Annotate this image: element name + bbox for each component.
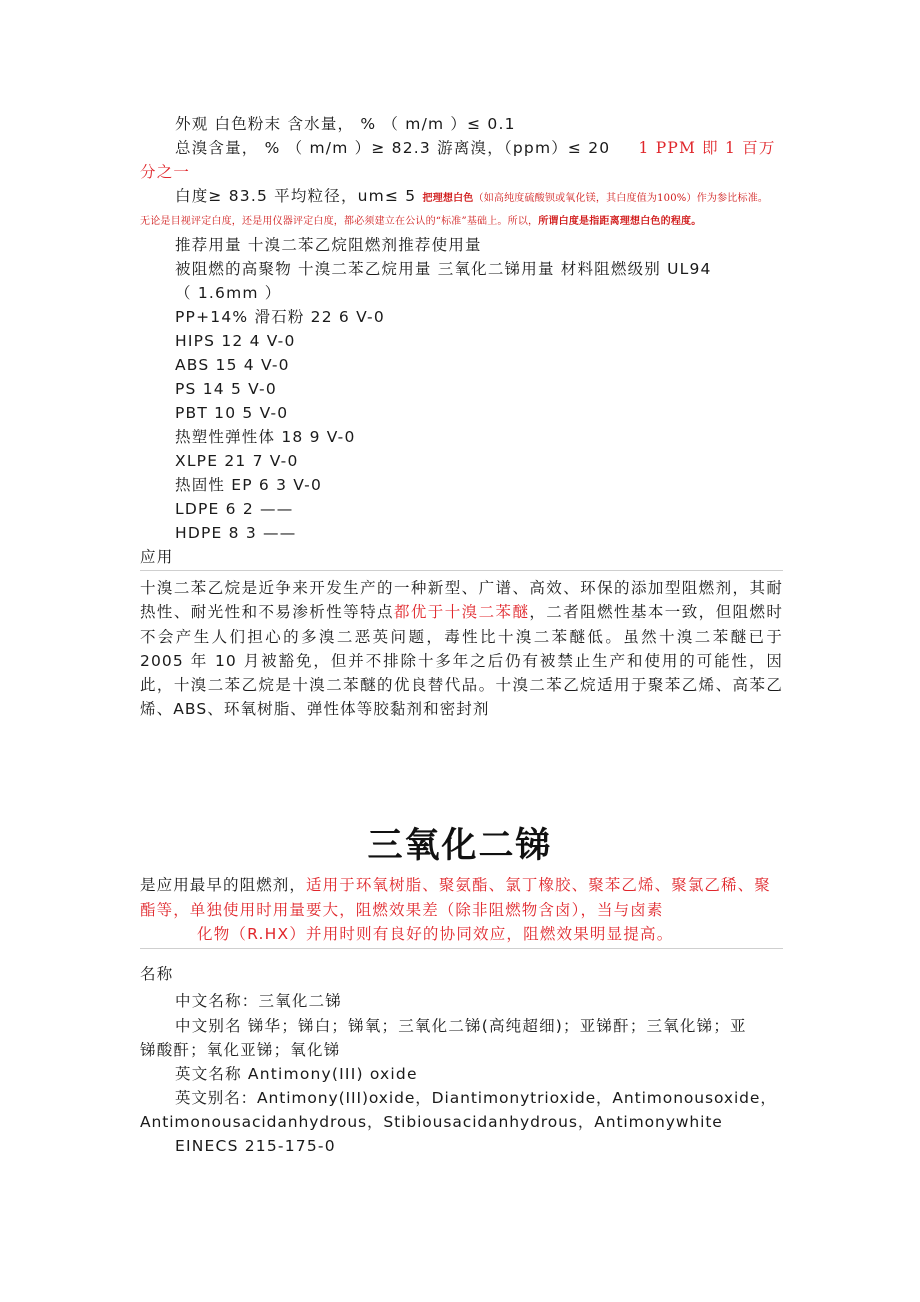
cn-alias: 中文别名 锑华；锑白；锑氧；三氧化二锑(高纯超细)；亚锑酐；三氧化锑；亚 bbox=[175, 1017, 747, 1035]
whiteness-note-line2 bbox=[140, 209, 701, 232]
dosage-row: HIPS 12 4 V-0 bbox=[175, 332, 296, 350]
dosage-header: 被阻燃的高聚物 十溴二苯乙烷用量 三氧化二锑用量 材料阻燃级别 UL94 bbox=[175, 260, 712, 278]
dosage-row: PBT 10 5 V-0 bbox=[175, 404, 289, 422]
dosage-row: 热固性 EP 6 3 V-0 bbox=[175, 476, 323, 494]
antimony-intro-highlight: 适用于环氧树脂、聚氨酯、氯丁橡胶、聚苯乙烯、聚氯乙稀、聚酯等，单独使用时用量要大，阻燃效果差（除非阻燃物含卤），当与卤素 bbox=[140, 876, 771, 919]
antimony-intro bbox=[140, 873, 783, 922]
whiteness-note: （如高纯度硫酸钡或氧化镁，其白度值为100%）作为参比标准。 bbox=[473, 193, 769, 204]
einecs-number: EINECS 215-175-0 bbox=[175, 1137, 336, 1155]
name-label: 名称 bbox=[140, 965, 174, 983]
section-divider bbox=[140, 948, 783, 949]
ppm-note: 1 PPM 即 1 百万 bbox=[638, 139, 776, 157]
bromine-line bbox=[175, 138, 776, 158]
en-name: 英文名称 Antimony(III) oxide bbox=[175, 1065, 418, 1083]
dosage-header-cont: （ 1.6mm ） bbox=[175, 284, 282, 302]
section-divider bbox=[140, 570, 783, 571]
cn-name: 中文名称：三氧化二锑 bbox=[175, 992, 343, 1010]
application-label: 应用 bbox=[140, 548, 174, 566]
dosage-row: ABS 15 4 V-0 bbox=[175, 356, 290, 374]
dosage-row: PP+14% 滑石粉 22 6 V-0 bbox=[175, 308, 385, 326]
antimony-heading: 三氧化二锑 bbox=[367, 826, 553, 866]
dosage-row: PS 14 5 V-0 bbox=[175, 380, 277, 398]
bromine-text: 总溴含量， % （ m/m ）≥ 82.3 游离溴，（ppm）≤ 20 bbox=[175, 139, 611, 157]
antimony-intro-end: 化物（R.HX）并用时则有良好的协同效应，阻燃效果明显提高。 bbox=[197, 925, 674, 943]
whiteness-note-bold: 把理想白色 bbox=[422, 193, 474, 204]
appearance-line: 外观 白色粉末 含水量， % （ m/m ）≤ 0.1 bbox=[175, 115, 516, 133]
whiteness-definition: 所谓白度是指距离理想白色的程度。 bbox=[538, 216, 702, 227]
antimony-intro-text: 是应用最早的阻燃剂， bbox=[140, 876, 307, 894]
application-text-cont: ，二者阻燃性基本一致，但阻燃时不会产生人们担心的多溴二恶英问题，毒性比十溴二苯醚低。虽然十溴二苯醚已于 2005 年 10 月被豁免，但并不排除十多年之后仍有被禁止生产和使用的可能性，因此，十溴二苯乙烷是十溴二苯醚的优良替代品。十溴二苯乙烷适用于聚苯乙烯、高苯乙烯、ABS、环氧树脂、弹性体等胶黏剂和密封剂 bbox=[140, 603, 783, 719]
en-alias-cont: Antimonousacidanhydrous，Stibiousacidanhydrous，Antimonywhite bbox=[140, 1113, 723, 1131]
dosage-row: HDPE 8 3 —— bbox=[175, 524, 297, 542]
application-highlight: 都优于十溴二苯醚 bbox=[393, 603, 530, 622]
dosage-title: 推荐用量 十溴二苯乙烷阻燃剂推荐使用量 bbox=[175, 236, 482, 254]
dosage-row: LDPE 6 2 —— bbox=[175, 500, 294, 518]
application-paragraph bbox=[140, 576, 783, 722]
whiteness-line bbox=[175, 186, 768, 209]
cn-alias-cont: 锑酸酐；氧化亚锑；氧化锑 bbox=[140, 1041, 341, 1059]
dosage-row: XLPE 21 7 V-0 bbox=[175, 452, 299, 470]
ppm-note-cont: 分之一 bbox=[140, 163, 191, 181]
whiteness-text: 白度≥ 83.5 平均粒径，um≤ 5 bbox=[175, 187, 417, 205]
whiteness-note-cont: 无论是目视评定白度，还是用仪器评定白度，都必须建立在公认的“标准”基础上。所以， bbox=[140, 216, 539, 227]
application-text: 十溴二苯乙烷是近争来开发生产的一种新型、广谱、高效、环保的添加型阻燃剂，其耐热性、耐光性和不易渗析性等特点 bbox=[140, 579, 783, 622]
dosage-row: 热塑性弹性体 18 9 V-0 bbox=[175, 428, 356, 446]
en-alias: 英文别名：Antimony(III)oxide，Diantimonytrioxide，Antimonousoxide， bbox=[175, 1089, 777, 1107]
